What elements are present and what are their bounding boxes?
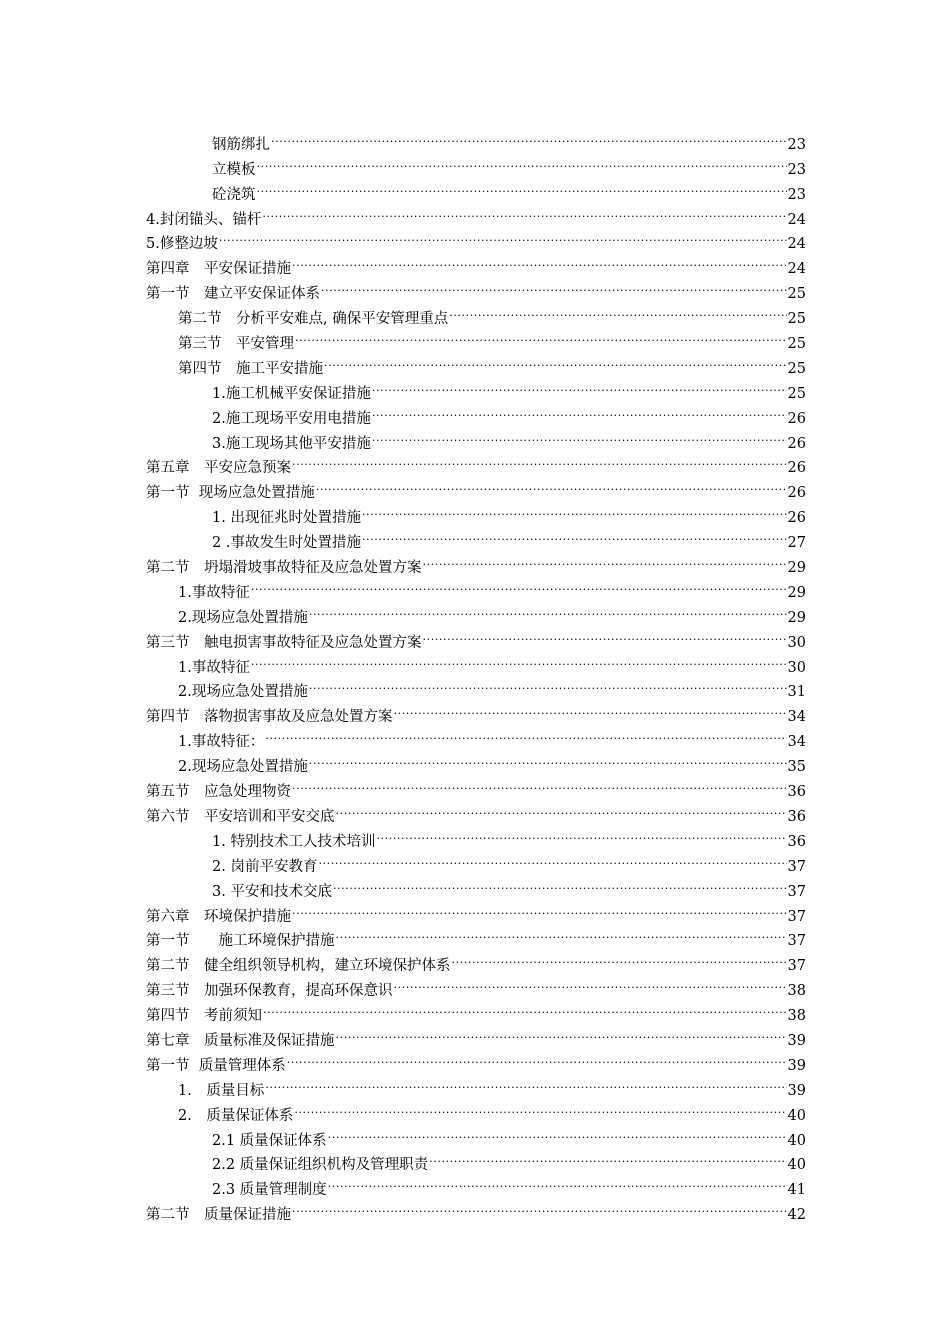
toc-entry-title: 2 .事故发生时处置措施	[212, 535, 361, 552]
toc-dot-leader	[309, 746, 787, 771]
toc-page-number: 37	[787, 908, 806, 925]
toc-entry-title: 砼浇筑	[212, 186, 256, 203]
toc-page-number: 36	[787, 833, 806, 850]
toc-dot-leader	[336, 796, 787, 821]
toc-dot-leader	[372, 423, 787, 448]
toc-dot-leader	[316, 472, 787, 497]
toc-dot-leader	[328, 1120, 787, 1145]
toc-dot-leader	[321, 273, 787, 298]
toc-entry-title: 第六节 平安培训和平安交底	[146, 808, 335, 825]
toc-page-number: 25	[787, 385, 806, 402]
toc-entry-title: 4.封闭锚头、锚杆	[146, 211, 262, 228]
toc-entry-title: 1.事故特征	[178, 584, 250, 601]
toc-dot-leader	[292, 448, 787, 473]
toc-dot-leader	[292, 1194, 787, 1219]
toc-page-number: 41	[787, 1182, 806, 1199]
toc-entry-title: 第二节 质量保证措施	[146, 1207, 291, 1224]
toc-dot-leader	[292, 896, 787, 921]
toc-dot-leader	[372, 398, 787, 423]
toc-dot-leader	[333, 871, 787, 896]
toc-dot-leader	[376, 821, 786, 846]
toc-dot-leader	[362, 497, 787, 522]
toc-page-number: 25	[787, 336, 806, 353]
toc-entry-title: 1. 出现征兆时处置措施	[212, 510, 361, 527]
toc-page-number: 26	[787, 485, 806, 502]
toc-page-number: 23	[787, 136, 806, 153]
toc-entry-title: 2. 质量保证体系	[178, 1107, 294, 1124]
toc-dot-leader	[294, 1095, 786, 1120]
toc-entry-title: 1. 质量目标	[178, 1082, 265, 1099]
toc-dot-leader	[372, 373, 787, 398]
toc-page-number: 34	[787, 734, 806, 751]
toc-page-number: 37	[787, 858, 806, 875]
toc-page-number: 23	[787, 161, 806, 178]
toc-entry-title: 2.现场应急处置措施	[178, 684, 308, 701]
toc-dot-leader	[336, 1020, 787, 1045]
toc-page-number: 40	[787, 1157, 806, 1174]
toc-page-number: 40	[787, 1132, 806, 1149]
toc-dot-leader	[265, 721, 786, 746]
toc-page-number: 38	[787, 983, 806, 1000]
toc-entry-title: 第五节 应急处理物资	[146, 784, 291, 801]
toc-dot-leader	[292, 771, 787, 796]
toc-page-number: 37	[787, 958, 806, 975]
toc-dot-leader	[449, 298, 786, 323]
toc-entry-title: 第二节 健全组织领导机构，建立环境保护体系	[146, 958, 451, 975]
toc-entry[interactable]	[146, 124, 806, 153]
toc-dot-leader	[362, 522, 787, 547]
toc-page-number: 26	[787, 435, 806, 452]
toc-page-number: 24	[787, 261, 806, 278]
toc-dot-leader	[271, 124, 787, 149]
toc-entry-title: 2.现场应急处置措施	[178, 609, 308, 626]
toc-page-number: 24	[787, 211, 806, 228]
toc-page-number: 24	[787, 236, 806, 253]
toc-entry-title: 第二节 坍塌滑坡事故特征及应急处置方案	[146, 560, 422, 577]
toc-dot-leader	[318, 846, 786, 871]
toc-entry-title: 2. 岗前平安教育	[212, 858, 318, 875]
toc-page-number: 34	[787, 709, 806, 726]
toc-entry-title: 第一节 质量管理体系	[146, 1057, 286, 1074]
toc-entry[interactable]	[146, 224, 806, 253]
toc-entry-title: 1.事故特征：	[178, 734, 265, 751]
toc-entry-title: 1.事故特征	[178, 659, 250, 676]
toc-page-number: 30	[787, 659, 806, 676]
toc-dot-leader	[336, 921, 787, 946]
toc-entry-title: 第七章 质量标准及保证措施	[146, 1032, 335, 1049]
toc-dot-leader	[328, 1169, 787, 1194]
toc-dot-leader	[257, 174, 787, 199]
toc-page-number: 31	[787, 684, 806, 701]
toc-entry-title: 第六章 环境保护措施	[146, 908, 291, 925]
table-of-contents	[146, 124, 806, 1224]
toc-page-number: 29	[787, 560, 806, 577]
toc-entry-title: 1.施工机械平安保证措施	[212, 385, 371, 402]
toc-page-number: 36	[787, 784, 806, 801]
toc-page-number: 26	[787, 460, 806, 477]
toc-dot-leader	[251, 647, 787, 672]
toc-dot-leader	[309, 672, 787, 697]
toc-dot-leader	[452, 945, 787, 970]
toc-dot-leader	[324, 348, 787, 373]
toc-entry-title: 第三节 触电损害事故特征及应急处置方案	[146, 634, 422, 651]
toc-page-number: 27	[787, 535, 806, 552]
toc-page-number: 36	[787, 808, 806, 825]
toc-page-number: 26	[787, 410, 806, 427]
toc-page-number: 37	[787, 933, 806, 950]
toc-entry-title: 2.1 质量保证体系	[212, 1132, 327, 1149]
toc-page-number: 26	[787, 510, 806, 527]
toc-entry-title: 第四章 平安保证措施	[146, 261, 291, 278]
toc-entry-title: 第五章 平安应急预案	[146, 460, 291, 477]
toc-entry-title: 第三节 平安管理	[178, 336, 294, 353]
toc-page-number: 40	[787, 1107, 806, 1124]
toc-dot-leader	[295, 323, 787, 348]
toc-dot-leader	[287, 1045, 787, 1070]
toc-page-number: 29	[787, 609, 806, 626]
toc-entry-title: 第一节 现场应急处置措施	[146, 485, 315, 502]
toc-entry-title: 第一节 施工环境保护措施	[146, 933, 335, 950]
toc-page-number: 37	[787, 883, 806, 900]
toc-entry-title: 2.现场应急处置措施	[178, 759, 308, 776]
toc-page-number: 35	[787, 759, 806, 776]
toc-entry-title: 第四节 落物损害事故及应急处置方案	[146, 709, 393, 726]
toc-page-number: 25	[787, 286, 806, 303]
toc-page-number: 39	[787, 1032, 806, 1049]
toc-entry-title: 第三节 加强环保教育，提高环保意识	[146, 983, 393, 1000]
toc-dot-leader	[219, 224, 787, 249]
toc-page-number: 39	[787, 1082, 806, 1099]
toc-entry-title: 2.3 质量管理制度	[212, 1182, 327, 1199]
toc-dot-leader	[423, 622, 787, 647]
toc-dot-leader	[423, 547, 787, 572]
toc-entry-title: 1. 特别技术工人技术培训	[212, 833, 376, 850]
toc-page-number: 25	[787, 360, 806, 377]
toc-entry-title: 第四节 考前须知	[146, 1008, 262, 1025]
toc-dot-leader	[251, 572, 787, 597]
toc-entry-title: 立模板	[212, 161, 256, 178]
toc-entry[interactable]	[146, 248, 806, 278]
toc-page-number: 25	[787, 311, 806, 328]
toc-page-number: 29	[787, 584, 806, 601]
toc-dot-leader	[429, 1145, 786, 1170]
toc-page-number: 39	[787, 1057, 806, 1074]
toc-entry-title: 第四节 施工平安措施	[178, 360, 323, 377]
toc-page-number: 38	[787, 1008, 806, 1025]
toc-entry-title: 2.施工现场平安用电措施	[212, 410, 371, 427]
toc-dot-leader	[263, 995, 787, 1020]
toc-entry-title: 第二节 分析平安难点, 确保平安管理重点	[178, 311, 449, 328]
toc-dot-leader	[394, 696, 787, 721]
toc-entry-title: 5.修整边坡	[146, 236, 218, 253]
toc-dot-leader	[309, 597, 787, 622]
toc-page-number: 23	[787, 186, 806, 203]
toc-page-number: 42	[787, 1207, 806, 1224]
toc-dot-leader	[257, 149, 787, 174]
toc-dot-leader	[265, 1070, 786, 1095]
toc-entry-title: 3.施工现场其他平安措施	[212, 435, 371, 452]
toc-dot-leader	[292, 248, 787, 273]
toc-dot-leader	[262, 199, 786, 224]
toc-entry-title: 第一节 建立平安保证体系	[146, 286, 320, 303]
toc-entry-title: 2.2 质量保证组织机构及管理职责	[212, 1157, 429, 1174]
toc-entry-title: 钢筋绑扎	[212, 136, 270, 153]
toc-entry-title: 3. 平安和技术交底	[212, 883, 332, 900]
toc-page-number: 30	[787, 634, 806, 651]
toc-dot-leader	[394, 970, 787, 995]
